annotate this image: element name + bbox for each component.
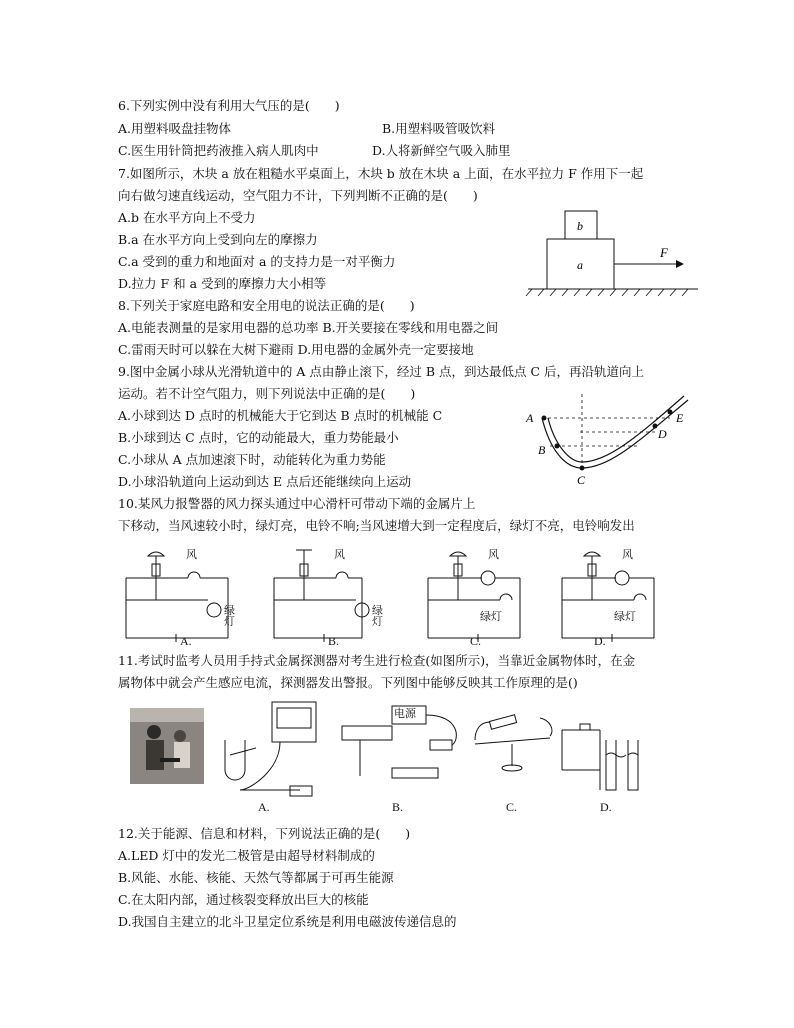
q11-power-label: 电源: [394, 708, 416, 720]
q9-track-figure: [520, 390, 700, 490]
q11-option-a: A.: [258, 800, 270, 814]
q7-option-c: C.a 受到的重力和地面对 a 的支持力是一对平衡力: [118, 254, 396, 269]
q11-option-c: C.: [506, 800, 518, 814]
q8-option-ab: A.电能表测量的是家用电器的总功率 B.开关要接在零线和用电器之间: [118, 320, 499, 335]
q10-stem-line2: 下移动，当风速较小时，绿灯亮，电铃不响;当风速增大到一定程度后，绿灯不亮，电铃响发出: [118, 518, 635, 533]
q11-figure-a: [225, 702, 316, 796]
q9-label-a: A: [526, 411, 534, 425]
q7-label-b: b: [577, 219, 583, 233]
q9-stem-line1: 9.图中金属小球从光滑轨道中的 A 点由静止滚下，经过 B 点，到达最低点 C 后，再沿轨道向上: [118, 364, 645, 379]
q10-option-d: D.: [594, 634, 606, 648]
q10-lamp-label-c: 绿灯: [480, 611, 502, 623]
q10-wind-label-c: 风: [488, 549, 499, 561]
q6-option-c: C.医生用针筒把药液推入病人肌肉中: [118, 143, 319, 158]
q9-option-b: B.小球到达 C 点时，它的动能最大，重力势能最小: [118, 430, 399, 445]
q10-wind-label-d: 风: [622, 549, 633, 561]
q7-option-d: D.拉力 F 和 a 受到的摩擦力大小相等: [118, 276, 327, 291]
q9-label-e: E: [676, 411, 684, 425]
q9-option-a: A.小球到达 D 点时的机械能大于它到达 B 点时的机械能 C: [118, 408, 443, 423]
q7-stem-line1: 7.如图所示，木块 a 放在粗糙水平桌面上，木块 b 放在木块 a 上面，在水平拉力 F 作用下一起: [118, 166, 644, 181]
q11-stem-line1: 11.考试时监考人员用手持式金属探测器对考生进行检查(如图所示)，当靠近金属物体时，在金: [118, 653, 636, 668]
q12-option-c: C.在太阳内部，通过核裂变释放出巨大的核能: [118, 892, 369, 907]
q10-lamp-label-d: 绿灯: [614, 611, 636, 623]
q7-label-a: a: [577, 258, 583, 272]
q6-stem: 6.下列实例中没有利用大气压的是( ): [118, 98, 340, 113]
q11-figure-c: [475, 715, 552, 771]
q10-option-a: A.: [180, 634, 192, 648]
q9-label-d: D: [658, 427, 667, 441]
q11-stem-line2: 属物体中就会产生感应电流，探测器发出警报。下列图中能够反映其工作原理的是(): [118, 675, 578, 690]
q8-option-cd: C.雷雨天时可以躲在大树下避雨 D.用电器的金属外壳一定要接地: [118, 342, 474, 357]
q10-option-b: B.: [328, 634, 340, 648]
q10-circuit-b: [274, 550, 369, 642]
q6-option-b: B.用塑料吸管吸饮料: [382, 121, 496, 136]
q10-circuit-a: [126, 552, 228, 642]
q10-circuit-d: [562, 552, 654, 642]
q7-option-b: B.a 在水平方向上受到向左的摩擦力: [118, 232, 318, 247]
q10-circuit-c: [428, 552, 520, 642]
q12-option-d: D.我国自主建立的北斗卫星定位系统是利用电磁波传递信息的: [118, 914, 457, 929]
q7-option-a: A.b 在水平方向上不受力: [118, 210, 256, 225]
q7-block-figure: [520, 205, 700, 297]
q9-option-c: C.小球从 A 点加速滚下时，动能转化为重力势能: [118, 452, 386, 467]
q12-option-b: B.风能、水能、核能、天然气等都属于可再生能源: [118, 870, 394, 885]
q12-stem: 12.关于能源、信息和材料，下列说法正确的是( ): [118, 826, 411, 841]
q10-wind-label-a: 风: [186, 549, 197, 561]
q11-figures: [130, 700, 660, 820]
q11-option-b: B.: [392, 800, 404, 814]
q10-lamp-label-a: 绿灯: [224, 605, 235, 628]
q12-option-a: A.LED 灯中的发光二极管是由超导材料制成的: [118, 848, 375, 863]
q9-label-c: C: [577, 473, 586, 487]
q8-stem: 8.下列关于家庭电路和安全用电的说法正确的是( ): [118, 298, 415, 313]
q10-lamp-label-b: 绿灯: [372, 605, 383, 628]
q7-label-f: F: [660, 245, 668, 260]
q11-photo-metal-detector: [130, 708, 204, 784]
q6-option-d: D.人将新鲜空气吸入肺里: [372, 143, 511, 158]
q9-option-d: D.小球沿轨道向上运动到达 E 点后还能继续向上运动: [118, 474, 412, 489]
q10-wind-label-b: 风: [334, 549, 345, 561]
q9-label-b: B: [538, 443, 546, 457]
q9-stem-line2: 运动。若不计空气阻力，则下列说法中正确的是( ): [118, 386, 416, 401]
q10-circuit-options: [118, 542, 658, 648]
q11-figure-d: [562, 724, 638, 790]
q10-stem-line1: 10.某风力报警器的风力探头通过中心滑杆可带动下端的金属片上: [118, 496, 476, 511]
q6-option-a: A.用塑料吸盘挂物体: [118, 121, 232, 136]
q7-stem-line2: 向右做匀速直线运动，空气阻力不计，下列判断不正确的是( ): [118, 188, 478, 203]
q11-option-d: D.: [600, 800, 612, 814]
q10-option-c: C.: [470, 634, 482, 648]
